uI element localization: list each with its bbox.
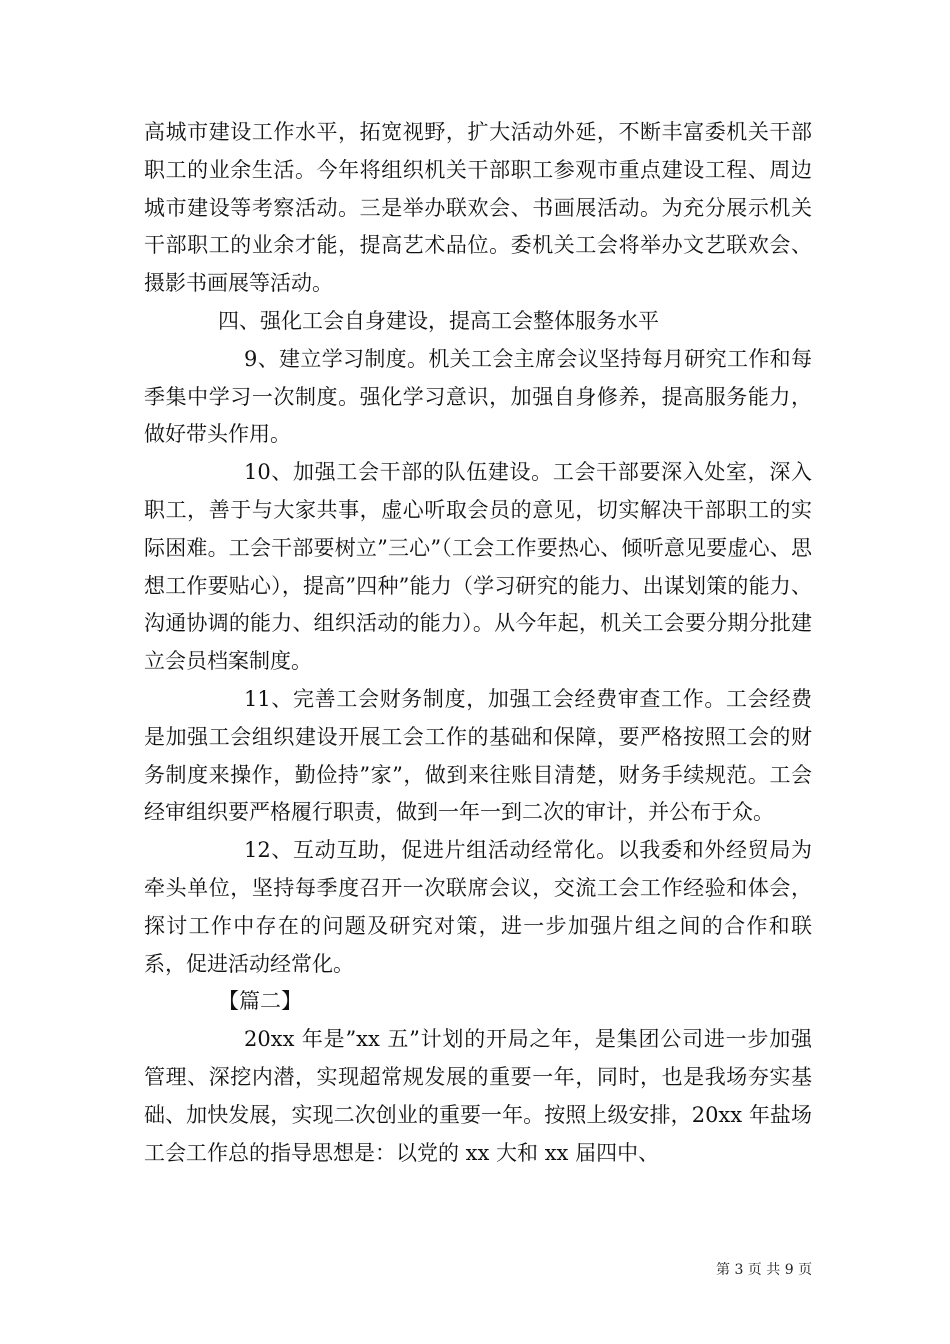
paragraph-item-10: 10、加强工会干部的队伍建设。工会干部要深入处室，深入职工，善于与大家共事，虚心听取会员的意见，切实解决干部职工的实际困难。工会干部要树立”三心”（工会工作要热心、倾听意见要虚心、思想工作要贴心），提高”四种”能力（学习研究的能力、出谋划策的能力、沟通协调的能力、组织活动的能力）。从今年起，机关工会要分期分批建立会员档案制度。 [144,460,812,674]
section-heading: 四、强化工会自身建设，提高工会整体服务水平 [218,308,659,333]
paragraph-item-12: 12、互动互助，促进片组活动经常化。以我委和外经贸局为牵头单位，坚持每季度召开一次联席会议，交流工会工作经验和体会，探讨工作中存在的问题及研究对策，进一步加强片组之间的合作和联系，促进活动经常化。 [144,838,812,976]
paragraph-item-9: 9、建立学习制度。机关工会主席会议坚持每月研究工作和每季集中学习一次制度。强化学习意识，加强自身修养，提高服务能力，做好带头作用。 [144,346,812,447]
paragraph-item-11: 11、完善工会财务制度，加强工会经费审查工作。工会经费是加强工会组织建设开展工会工作的基础和保障，要严格按照工会的财务制度来操作，勤俭持”家”，做到来往账目清楚，财务手续规范。工会经审组织要严格履行职责，做到一年一到二次的审计，并公布于众。 [144,686,812,825]
paragraph-part-two-intro: 20xx 年是”xx 五”计划的开局之年，是集团公司进一步加强管理、深挖内潜，实现超常规发展的重要一年，同时，也是我场夯实基础、加快发展，实现二次创业的重要一年。按照上级安排，20xx 年盐场工会工作总的指导思想是：以党的 xx 大和 xx 届四中、 [144,1027,812,1165]
part-heading: 【篇二】 [218,989,302,1014]
paragraph-continuation: 高城市建设工作水平，拓宽视野，扩大活动外延，不断丰富委机关干部职工的业余生活。今年将组织机关干部职工参观市重点建设工程、周边城市建设等考察活动。三是举办联欢会、书画展活动。为充分展示机关干部职工的业余才能，提高艺术品位。委机关工会将举办文艺联欢会、摄影书画展等活动。 [144,120,812,296]
document-body [144,114,812,1172]
page-footer: 第 3 页 共 9 页 [716,1262,813,1278]
